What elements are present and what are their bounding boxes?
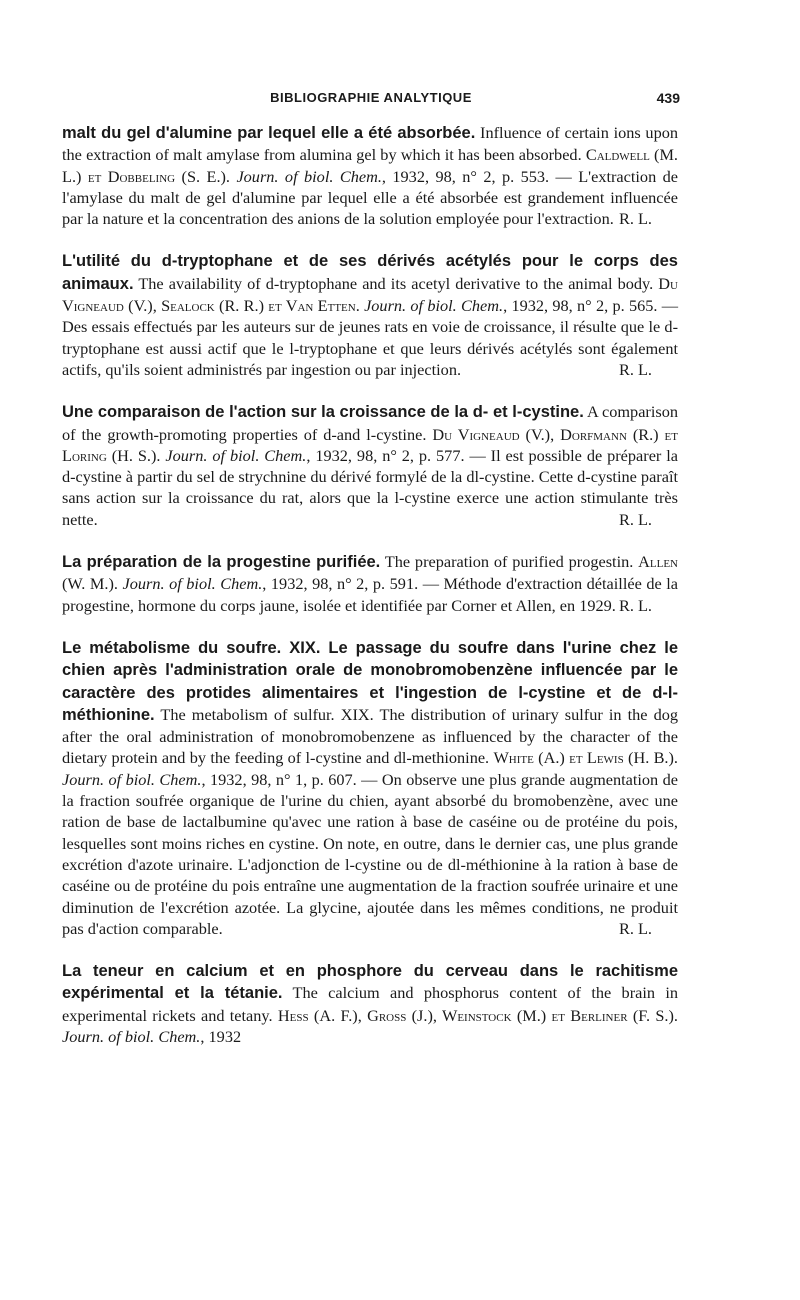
entry-english-title: The preparation of purified progestin. (380, 552, 639, 572)
entry-authors: White (A.) et Lewis (H. B.). (493, 748, 678, 768)
entry-reference: , 1932 (200, 1026, 242, 1046)
entry-2 (62, 250, 678, 380)
entry-summary: Méthode d'extraction détaillée de la progestine, hormone du corps jaune, isolée et identifiée par Corner et Allen, en 1929. (62, 574, 678, 615)
entry-3 (62, 401, 678, 530)
entry-summary: Il est possible de préparer la d-cystine à partir du sel de strychnine du dérivé formylé de la dl-cystine. Cette d-cystine paraît sans action sur la croissance du rat, alors que la l-cystine exerce une action stimulante très nette. (62, 445, 679, 529)
entry-authors: Allen (W. M.). (62, 552, 678, 594)
entry-signature: R. L. (618, 359, 652, 379)
entry-english-title: The metabolism of sulfur. XIX. The distribution of urinary sulfur in the dog after the oral administration of monobromobenzene as influenced by the character of the dietary protein and by the feeding of l-cystine and dl-methionine. (62, 704, 678, 768)
entry-reference: , 1932, 98, n° 2, p. 591. — (262, 574, 444, 594)
entry-reference: , 1932, 98, n° 2, p. 553. — (381, 166, 579, 186)
entry-6 (62, 960, 678, 1047)
entry-journal: Journ. of biol. Chem. (359, 296, 504, 316)
entry-english-title: The availability of d-tryptophane and its acetyl derivative to the animal body. (133, 273, 659, 293)
entry-journal: Journ. of biol. Chem. (62, 769, 202, 789)
entry-title: malt du gel d'alumine par lequel elle a été absorbée. (62, 124, 476, 142)
entry-reference: , 1932, 98, n° 2, p. 577. — (306, 445, 491, 465)
entry-summary: On observe une plus grande augmentation de la fraction soufrée organique de l'urine du chien, ayant absorbé du bromobenzène, avec une ration de base de lactalbumine qu'avec une ration à base de caséine ou de protéine du pois, lesquelles sont moins riches en cystine. On note, en outre, dans le dernier cas, une plus grande excrétion d'azote urinaire. L'adjonction de l-cystine ou de dl-méthionine à la ration à base de caséine ou de protéine du pois entraîne une augmentation de la fraction soufrée urinaire et une diminution de l'excrétion azotée. La glycine, ajoutée dans les mêmes conditions, ne produit pas d'action comparable. (62, 769, 678, 938)
entry-1 (62, 122, 678, 229)
entry-signature: R. L. (618, 509, 652, 529)
running-header (62, 90, 680, 112)
entry-journal: Journ. of biol. Chem. (117, 574, 263, 594)
entry-title: La teneur en calcium et en phosphore du cerveau dans le rachitisme expérimental et la tétanie. (62, 962, 678, 1003)
bibliography-column (62, 122, 678, 1047)
entry-english-title: Influence of certain ions upon the extraction of malt amylase from alumina gel by which it has been absorbed. (62, 123, 678, 165)
entry-signature: R. L. (618, 209, 652, 229)
entry-4 (62, 551, 678, 616)
entry-title: Le métabolisme du soufre. XIX. Le passage du soufre dans l'urine chez le chien après l'administration orale de monobromobenzène influencée par le caractère des protides alimentaires et l'ingestion de l-cystine et de d-l-méthionine. (62, 638, 678, 724)
entry-english-title: A comparison of the growth-promoting properties of d-and l-cystine. (62, 402, 678, 444)
entry-signature: R. L. (618, 918, 652, 938)
entry-authors: Hess (A. F.), Gross (J.), Weinstock (M.) et Berliner (F. S.). (277, 1005, 678, 1025)
entry-authors: Caldwell (M. L.) et Dobbeling (S. E.). (62, 145, 678, 186)
entry-summary: L'extraction de l'amylase du malt de gel d'alumine par lequel elle a été absorbée est grandement influencée par la nature et la concentration des anions de la solution employée pour l'extraction. (62, 166, 679, 229)
entry-signature: R. L. (618, 595, 652, 615)
page-number: 439 (656, 90, 680, 106)
entry-english-title: The calcium and phosphorus content of the brain in experimental rickets and tetany. (62, 983, 678, 1025)
entry-journal: Journ. of biol. Chem. (160, 445, 307, 465)
entry-reference: , 1932, 98, n° 2, p. 565. — (503, 296, 679, 316)
entry-authors: Du Vigneaud (V.), Dorfmann (R.) et Loring (H. S.). (62, 424, 678, 465)
entry-journal: Journ. of biol. Chem. (62, 1026, 201, 1046)
entry-title: Une comparaison de l'action sur la croissance de la d- et l-cystine. (62, 403, 584, 422)
entry-title: La préparation de la progestine purifiée. (62, 553, 381, 572)
entry-authors: Du Vigneaud (V.), Sealock (R. R.) et Van Etten. (62, 273, 678, 316)
entry-summary: Des essais effectués par les auteurs sur de jeunes rats en voie de croissance, il résulte que le d-tryptophane est aussi actif que le l-tryptophane et que leurs dérivés acétylés sont également actifs, qu'ils soient administrés par ingestion ou par injection. (62, 317, 678, 379)
entry-reference: , 1932, 98, n° 1, p. 607. — (201, 769, 382, 789)
entry-title: L'utilité du d-tryptophane et de ses dérivés acétylés pour le corps des animaux. (62, 252, 678, 293)
entry-journal: Journ. of biol. Chem. (230, 166, 382, 186)
header-title: BIBLIOGRAPHIE ANALYTIQUE (270, 90, 472, 105)
entry-5 (62, 637, 678, 939)
